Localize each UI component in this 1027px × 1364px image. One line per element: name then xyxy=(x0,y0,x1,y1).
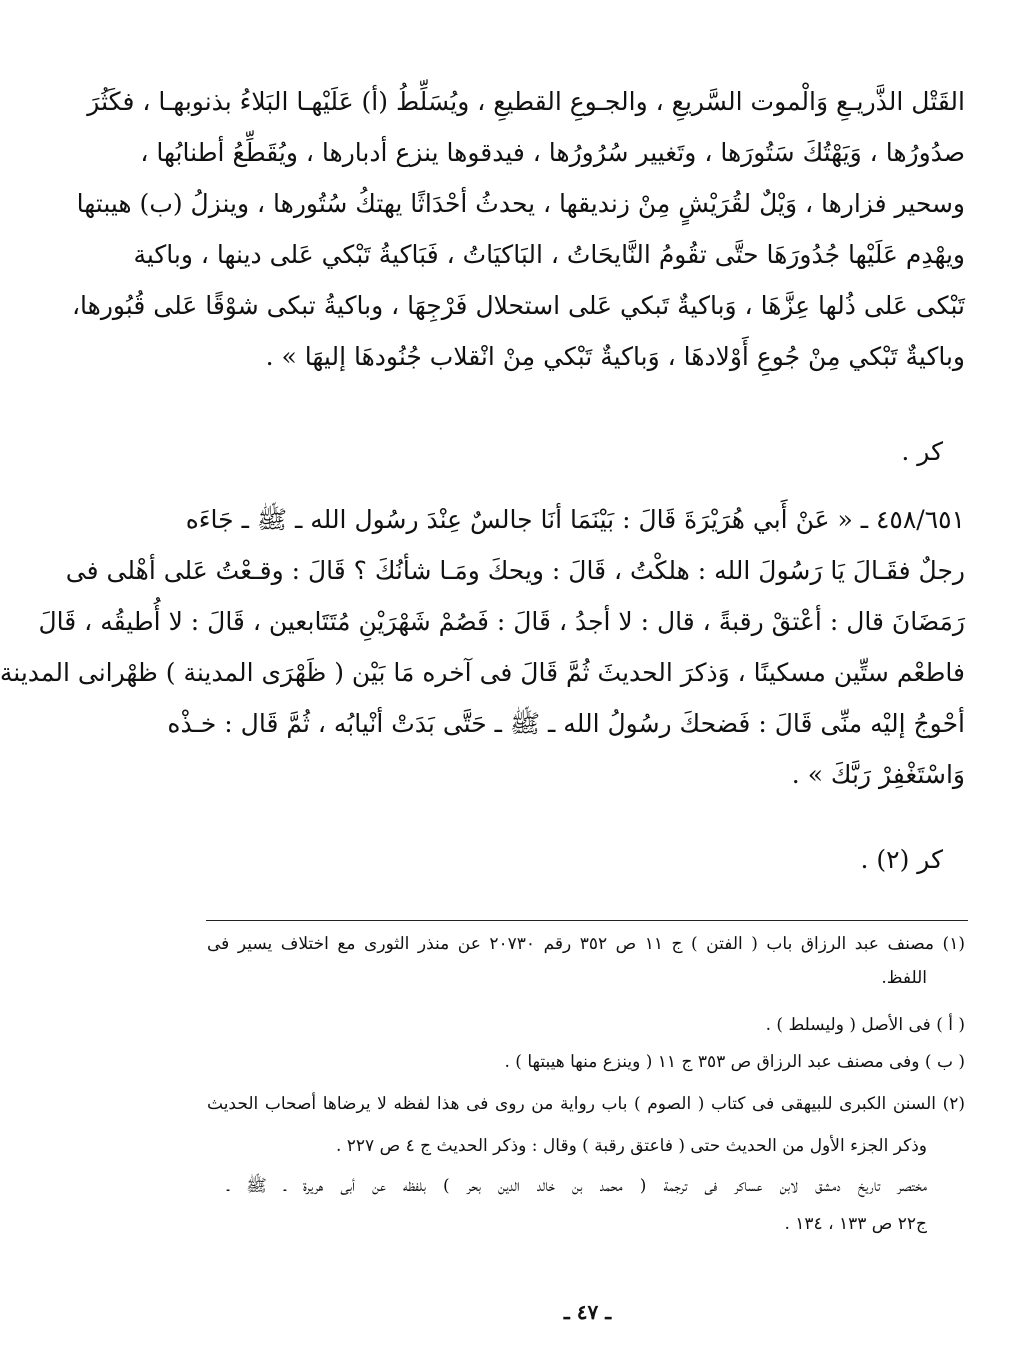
text-line: رجلٌ فقَـالَ يَا رَسُولَ الله : هلكْتُ ، قَالَ : ويحكَ ومَـا شأنُكَ ؟ قَالَ : وقـعْتُ عَلى أهْلى فى xyxy=(65,556,965,585)
text-line: صدُورُها ، وَيَهْتُكَ سَتُورَها ، وتَغيير سُرُورُها ، فيدقوها ينزع أدبارها ، ويُقَطِّعُ أطنابُها ، xyxy=(140,138,965,167)
source-siglum: كر (٢) . xyxy=(860,845,943,874)
footnote-line: ( أ ) فى الأصل ( وليسلط ) . xyxy=(765,1015,965,1035)
text-line: فاطعْم ستِّين مسكينًا ، وَذكرَ الحديثَ ثُمَّ قَالَ فى آخره مَا بَيْن ( ظَهْرَى المدينة ) ظهْرانى المدينة xyxy=(0,658,965,687)
text-line: تَبْكى عَلى ذُلها عِزَّهَا ، وَباكيةٌ تَبكي عَلى استحلال فَرْجِهَا ، وباكيةُ تبكى شوْقًا عَلى قُبُورها، xyxy=(71,291,965,320)
footnote-line: اللفظ. xyxy=(881,968,927,988)
text-line: ويهْدِم عَلَيْها جُدُورَهَا حتَّى تقُومُ النَّايحَاتُ ، البَاكيَاتُ ، فَبَاكيةُ تَبْكي عَلى دينها ، وباكية xyxy=(133,240,965,269)
text-line: القَتْل الذَّريـعِ وَالْموت السَّريعِ ، والجـوعِ القطيعِ ، ويُسَلِّطُ (أ) عَلَيْهـا البَلاءُ بذنوبهـا ، فكَثُرَ xyxy=(87,87,965,116)
text-line: رَمَضَانَ قال : أعْتقْ رقبةً ، قال : لا أجدُ ، قَالَ : فَصُمْ شَهْرَيْنِ مُتَتَابعين ، قَالَ : لا أُطيقُه ، قَالَ xyxy=(38,607,965,636)
footnote-line: ج٢٢ ص ١٣٣ ، ١٣٤ . xyxy=(784,1214,927,1234)
text-line: وباكيةٌ تَبْكي مِنْ جُوعِ أَوْلادهَا ، وَباكيةٌ تَبْكي مِنْ انْقلاب جُنُودهَا إليهَا » . xyxy=(265,342,965,371)
footnote-divider xyxy=(206,920,968,921)
footnote-line: وذكر الجزء الأول من الحديث حتى ( فاعتق رقبة ) وقال : وذكر الحديث ج ٤ ص ٢٢٧ . xyxy=(335,1136,927,1156)
text-line: أحْوجُ إليْه منِّى قَالَ : فَضحكَ رسُولُ الله ـ ﷺ ـ حَتَّى بَدَتْ أنْيابُه ، ثُمَّ قَال : خـذْه xyxy=(167,709,965,738)
text-line: ٤٥٨/٦٥١ ـ « عَنْ أَبي هُرَيْرَةَ قَالَ : بَيْنَمَا أنَا جالسٌ عِنْدَ رسُول الله ـ ﷺ ـ جَاءَه xyxy=(185,505,965,534)
footnote-line: ( ب ) وفى مصنف عبد الرزاق ص ٣٥٣ ج ١١ ( وينزع منها هيبتها ) . xyxy=(504,1052,965,1072)
footnote-line: (١) مصنف عبد الرزاق باب ( الفتن ) ج ١١ ص ٣٥٢ رقم ٢٠٧٣٠ عن منذر الثورى مع اختلاف يسير فى xyxy=(207,934,965,954)
footnote-line: (٢) السنن الكبرى للبيهقى فى كتاب ( الصوم ) باب رواية من روى فى هذا لفظه لا يرضاها أصحاب الحديث xyxy=(207,1094,965,1114)
text-line: وسحير فزارها ، وَيْلٌ لقُرَيْشٍ مِنْ زنديقها ، يحدثُ أحْدَاثًا يهتكُ سُتُورها ، وينزلُ (ب) هيبتها xyxy=(76,189,965,218)
source-siglum: كر . xyxy=(901,437,943,466)
page-number: ـ ٤٧ ـ xyxy=(563,1300,612,1324)
footnote-line: مختصر تاريخ دمشق لابن عساكر فى ترجمة ( محمد بن خالد الدين بحر ) بلفظه عن أبى هريرة ـ ﷺ ـ xyxy=(227,1176,927,1196)
text-line: وَاسْتَغْفِرْ رَبَّكَ » . xyxy=(791,760,965,789)
